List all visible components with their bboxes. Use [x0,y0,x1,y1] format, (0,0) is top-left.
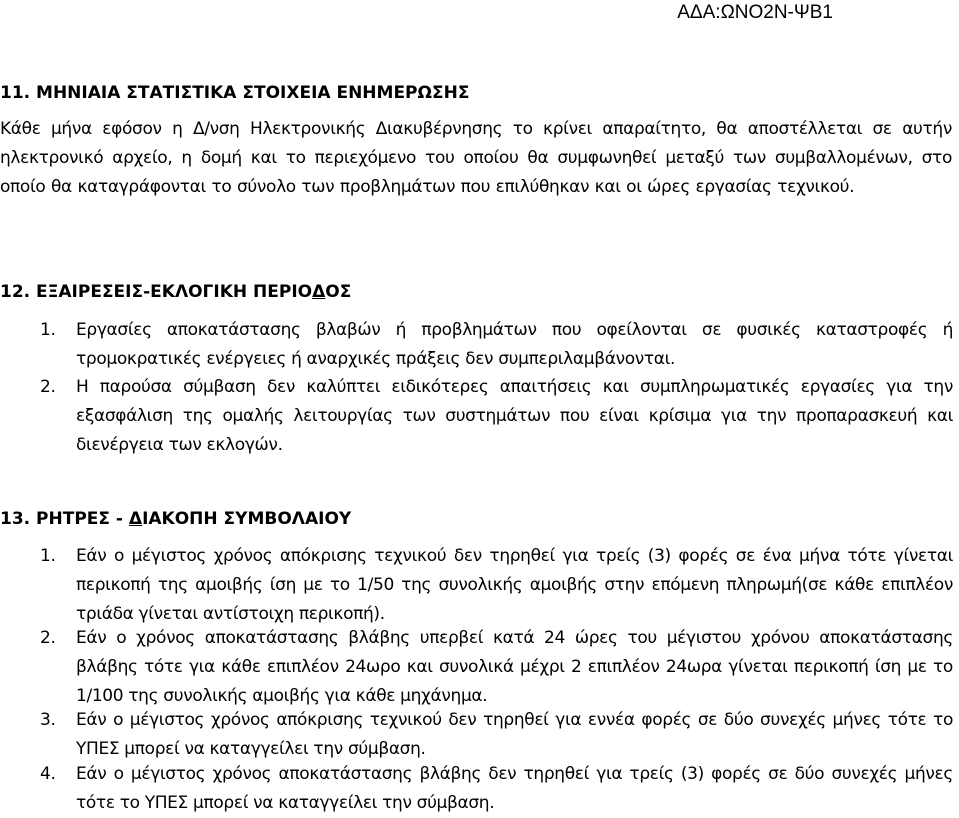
section-13-title-underlined: Δ [128,509,143,529]
item-number: 1. [40,320,56,340]
section-13-item [0,706,953,764]
section-13-item [0,542,953,629]
item-number: 4. [40,764,56,784]
item-number: 3. [40,710,56,730]
section-12-title-underlined: Δ [312,282,326,302]
section-13-item [0,760,953,818]
section-13-title [0,508,351,530]
section-12-title [0,281,351,303]
section-11-title: 11. ΜΗΝΙΑΙΑ ΣΤΑΤΙΣΤΙΚΑ ΣΤΟΙΧΕΙΑ ΕΝΗΜΕΡΩΣΗΣ [0,83,470,103]
item-text: Εάν ο μέγιστος χρόνος απόκρισης τεχνικού δεν τηρηθεί για τρείς (3) φορές σε ένα μήνα τότε γίνεται περικοπή της αμοιβής ίση με το 1/50 της συνολικής αμοιβής στην επόμενη πληρωμή(σε κάθε επιπλέον τριάδα γίνεται αντίστοιχη περικοπή). [76,546,953,624]
section-12-title-prefix: 12. ΕΞΑΙΡΕΣΕΙΣ-ΕΚΛΟΓΙΚΗ ΠΕΡΙΟ [0,282,313,302]
section-13-item [0,624,953,711]
item-text: Εάν ο μέγιστος χρόνος αποκατάστασης βλάβης δεν τηρηθεί για τρείς (3) φορές σε δύο συνεχές μήνες τότε το ΥΠΕΣ μπορεί να καταγγείλει την σύμβαση. [76,764,953,813]
item-number: 2. [40,628,56,648]
section-12-title-suffix: ΟΣ [325,282,352,302]
ada-identifier: ΑΔΑ:ΩΝΟ2Ν-ΨΒ1 [677,2,833,23]
section-13-title-suffix: ΙΑΚΟΠΗ ΣΥΜΒΟΛΑΙΟΥ [142,509,352,529]
item-text: Η παρούσα σύμβαση δεν καλύπτει ειδικότερες απαιτήσεις και συμπληρωματικές εργασίες για την εξασφάλιση της ομαλής λειτουργίας των συστημάτων που είναι κρίσιμα για την προπαρασκευή και διενέργεια των εκλογών. [76,377,953,455]
section-12-item [0,373,953,460]
section-11-body: Κάθε μήνα εφόσον η Δ/νση Ηλεκτρονικής Διακυβέρνησης το κρίνει απαραίτητο, θα αποστέλλεται σε αυτήν ηλεκτρονικό αρχείο, η δομή και το περιεχόμενο του οποίου θα συμφωνηθεί μεταξύ των συμβαλλομένων, στο οποίο θα καταγράφονται το σύνολο των προβλημάτων που επιλύθηκαν και οι ώρες εργασίας τεχνικού. [0,119,952,197]
item-text: Εάν ο χρόνος αποκατάστασης βλάβης υπερβεί κατά 24 ώρες του μέγιστου χρόνου αποκατάστασης βλάβης τότε για κάθε επιπλέον 24ωρο και συνολικά μέχρι 2 επιπλέον 24ωρα γίνεται περικοπή ίση με το 1/100 της συνολικής αμοιβής για κάθε μηχάνημα. [76,628,953,706]
item-number: 1. [40,546,56,566]
item-text: Εργασίες αποκατάστασης βλαβών ή προβλημάτων που οφείλονται σε φυσικές καταστροφές ή τρομοκρατικές ενέργειες ή αναρχικές πράξεις δεν συμπεριλαμβάνονται. [76,320,953,369]
item-text: Εάν ο μέγιστος χρόνος απόκρισης τεχνικού δεν τηρηθεί για εννέα φορές σε δύο συνεχές μήνες τότε το ΥΠΕΣ μπορεί να καταγγείλει την σύμβαση. [76,710,953,759]
section-12-item [0,316,953,374]
section-13-title-prefix: 13. ΡΗΤΡΕΣ - [0,509,129,529]
item-number: 2. [40,377,56,397]
